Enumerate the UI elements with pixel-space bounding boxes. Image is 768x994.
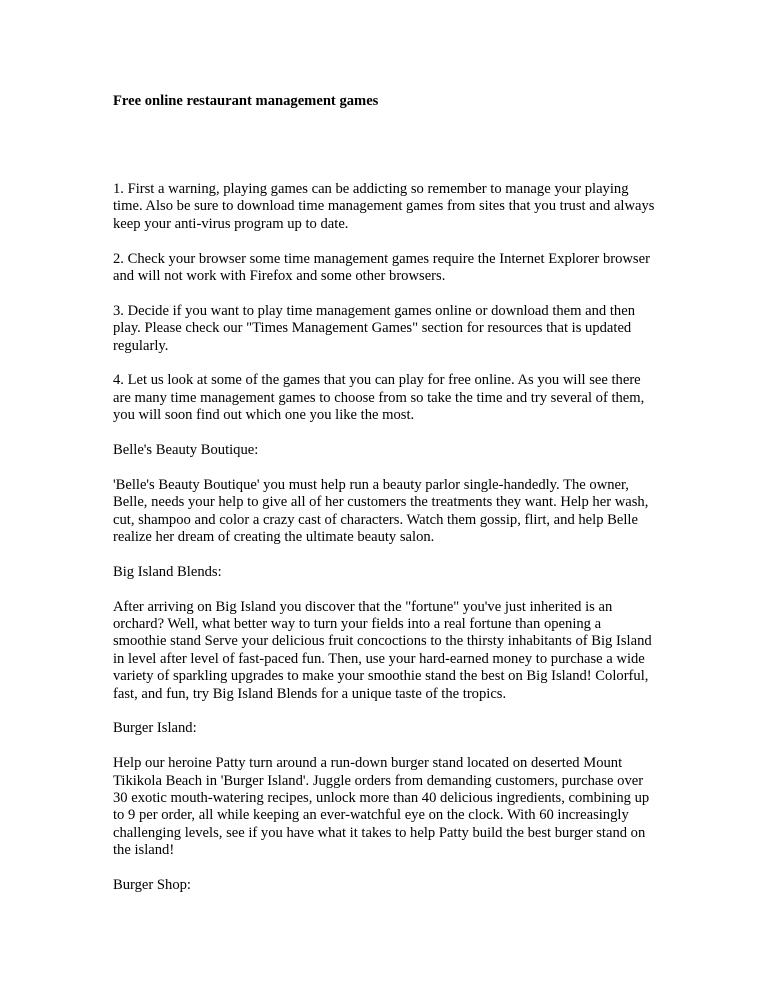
paragraph-browser: 2. Check your browser some time management games require the Internet Explorer browser and will not work with Firefox and some other browsers. — [113, 250, 650, 285]
heading-big-island-blends: Big Island Blends: — [113, 563, 222, 580]
paragraph-games-intro: 4. Let us look at some of the games that you can play for free online. As you will see there are many time management games to choose from so take the time and try several of them, you will soon find out which one you like the most. — [113, 372, 645, 424]
paragraph-belles-beauty-boutique: 'Belle's Beauty Boutique' you must help run a beauty parlor single-handedly. The owner, Belle, needs your help to give all of her customers the treatments they want. Help her wash, cut, shampoo and color a crazy cast of characters. Watch them gossip, flirt, and help Belle realize her dream of creating the ultimate beauty salon. — [113, 476, 649, 546]
document-body — [113, 93, 658, 895]
paragraph-warning: 1. First a warning, playing games can be addicting so remember to manage your playing time. Also be sure to download time management games from sites that you trust and always keep your anti-virus program up to date. — [113, 181, 655, 232]
document-title: Free online restaurant management games — [113, 93, 379, 109]
paragraph-big-island-blends: After arriving on Big Island you discover that the "fortune" you've just inherited is an orchard? Well, what better way to turn your fields into a real fortune than opening a smoothie stand Serve your delicious fruit concoctions to the thirsty inhabitants of Big Island in level after level of fast-paced fun. Then, use your hard-earned money to purchase a wide variety of sparkling upgrades to make your smoothie stand the best on Big Island! Colorful, fast, and fun, try Big Island Blends for a unique taste of the tropics. — [113, 598, 652, 702]
heading-burger-shop: Burger Shop: — [113, 877, 191, 894]
paragraph-burger-island: Help our heroine Patty turn around a run-down burger stand located on deserted Mount Tikikola Beach in 'Burger Island'. Juggle orders from demanding customers, purchase over 30 exotic mouth-watering recipes, unlock more than 40 delicious ingredients, combining up to 9 per order, all while keeping an ever-watchful eye on the clock. With 60 increasingly challenging levels, see if you have what it takes to help Patty build the best burger stand on the island! — [113, 755, 650, 859]
heading-belles-beauty-boutique: Belle's Beauty Boutique: — [113, 442, 259, 459]
title-spacer — [113, 110, 658, 181]
heading-burger-island: Burger Island: — [113, 720, 197, 737]
paragraph-download: 3. Decide if you want to play time management games online or download them and then play. Please check our "Times Management Games" section for resources that is updated regularly. — [113, 302, 635, 354]
